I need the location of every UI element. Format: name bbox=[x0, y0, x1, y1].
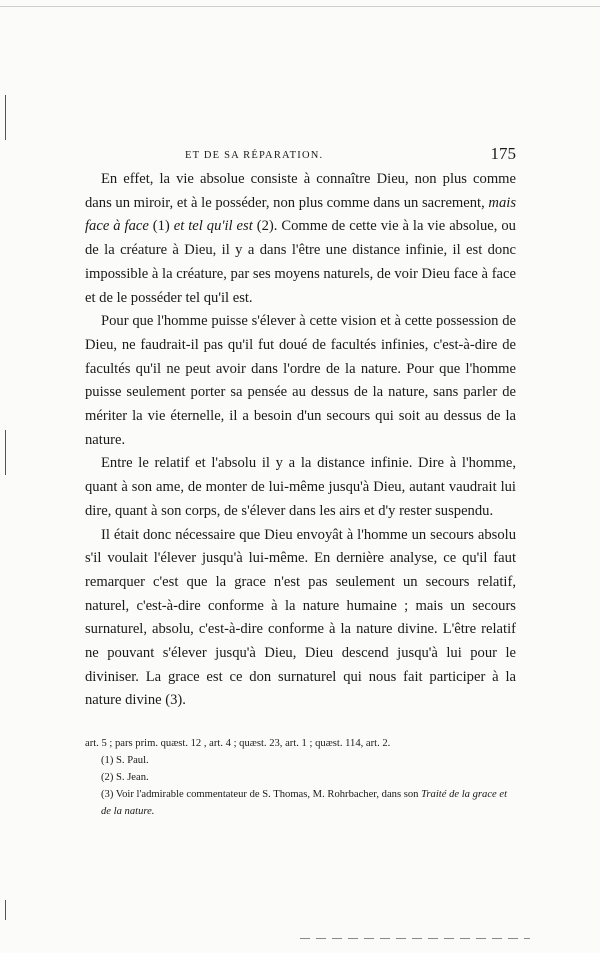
footnote bbox=[85, 786, 516, 820]
text-run: Pour que l'homme puisse s'élever à cette vision et à cette possession de Dieu, ne faudrait-il pas qu'il fut doué de facultés infinies, c'est-à-dire de facultés qu'il ne peut avoir dans l'ordre de la nature. Pour que l'homme puisse seulement porter sa pensée au dessus de la nature, sans parler de mériter la vie éternelle, il a besoin d'un secours qui soit au dessus de la nature. bbox=[85, 313, 516, 448]
text-run: (2) S. Jean. bbox=[101, 772, 149, 784]
scan-top-edge bbox=[0, 6, 600, 7]
footnote-list bbox=[85, 752, 516, 820]
text-run: (1) S. Paul. bbox=[101, 755, 149, 767]
text-run: Il était donc nécessaire que Dieu envoyât à l'homme un secours absolu s'il voulait l'élever jusqu'à lui-même. En dernière analyse, ce qu'il faut remarquer c'est que la grace n'est pas seulement un secours relatif, naturel, c'est-à-dire conforme à la nature humaine ; mais un secours surnaturel, absolu, c'est-à-dire conforme à la nature divine. L'être relatif ne pouvant s'élever jusqu'à Dieu, Dieu descend jusqu'à lui pour le diviniser. La grace est ce don surnaturel qui nous fait participer à la nature divine (3). bbox=[85, 526, 516, 709]
text-run: Entre le relatif et l'absolu il y a la distance infinie. Dire à l'homme, quant à son ame, de monter de lui-même jusqu'à Dieu, autant vaudrait lui dire, quant à son corps, de s'élever dans les airs et d'y rester suspendu. bbox=[85, 455, 516, 519]
running-head bbox=[85, 140, 516, 168]
footnotes bbox=[85, 735, 516, 820]
text-run: (2). Comme de cette vie à la vie absolue, ou de la créature à Dieu, il y a dans l'être une distance infinie, il est donc impossible à la créature, par ses moyens naturels, de voir Dieu face à face et de le posséder tel qu'il est. bbox=[85, 218, 516, 306]
scan-margin-mark bbox=[5, 900, 6, 920]
page-number: 175 bbox=[490, 144, 516, 163]
body-text bbox=[85, 168, 516, 713]
text-run: (1) bbox=[148, 218, 174, 235]
paragraph bbox=[85, 452, 516, 523]
paragraph bbox=[85, 168, 516, 310]
footnote-continuation: art. 5 ; pars prim. quæst. 12 , art. 4 ; quæst. 23, art. 1 ; quæst. 114, art. 2. bbox=[85, 738, 391, 750]
scan-margin-mark bbox=[5, 95, 6, 140]
italic-run: et tel qu'il est bbox=[173, 218, 253, 235]
text-run: En effet, la vie absolue consiste à connaître Dieu, non plus comme dans un miroir, et à le posséder, non plus comme dans un sacrement, bbox=[85, 171, 516, 211]
footnote bbox=[85, 752, 516, 769]
scan-bottom-edge bbox=[300, 938, 530, 939]
scan-margin-mark bbox=[5, 430, 6, 475]
footnote bbox=[85, 769, 516, 786]
italic-run: mais face à face bbox=[85, 194, 516, 235]
italic-run: Traité de la grace et de la nature. bbox=[101, 789, 508, 818]
paragraph bbox=[85, 524, 516, 714]
running-head-title: ET DE SA RÉPARATION. bbox=[185, 150, 324, 161]
book-page bbox=[85, 140, 516, 820]
paragraph bbox=[85, 310, 516, 452]
text-run: (3) Voir l'admirable commentateur de S. Thomas, M. Rohrbacher, dans son bbox=[101, 789, 422, 801]
